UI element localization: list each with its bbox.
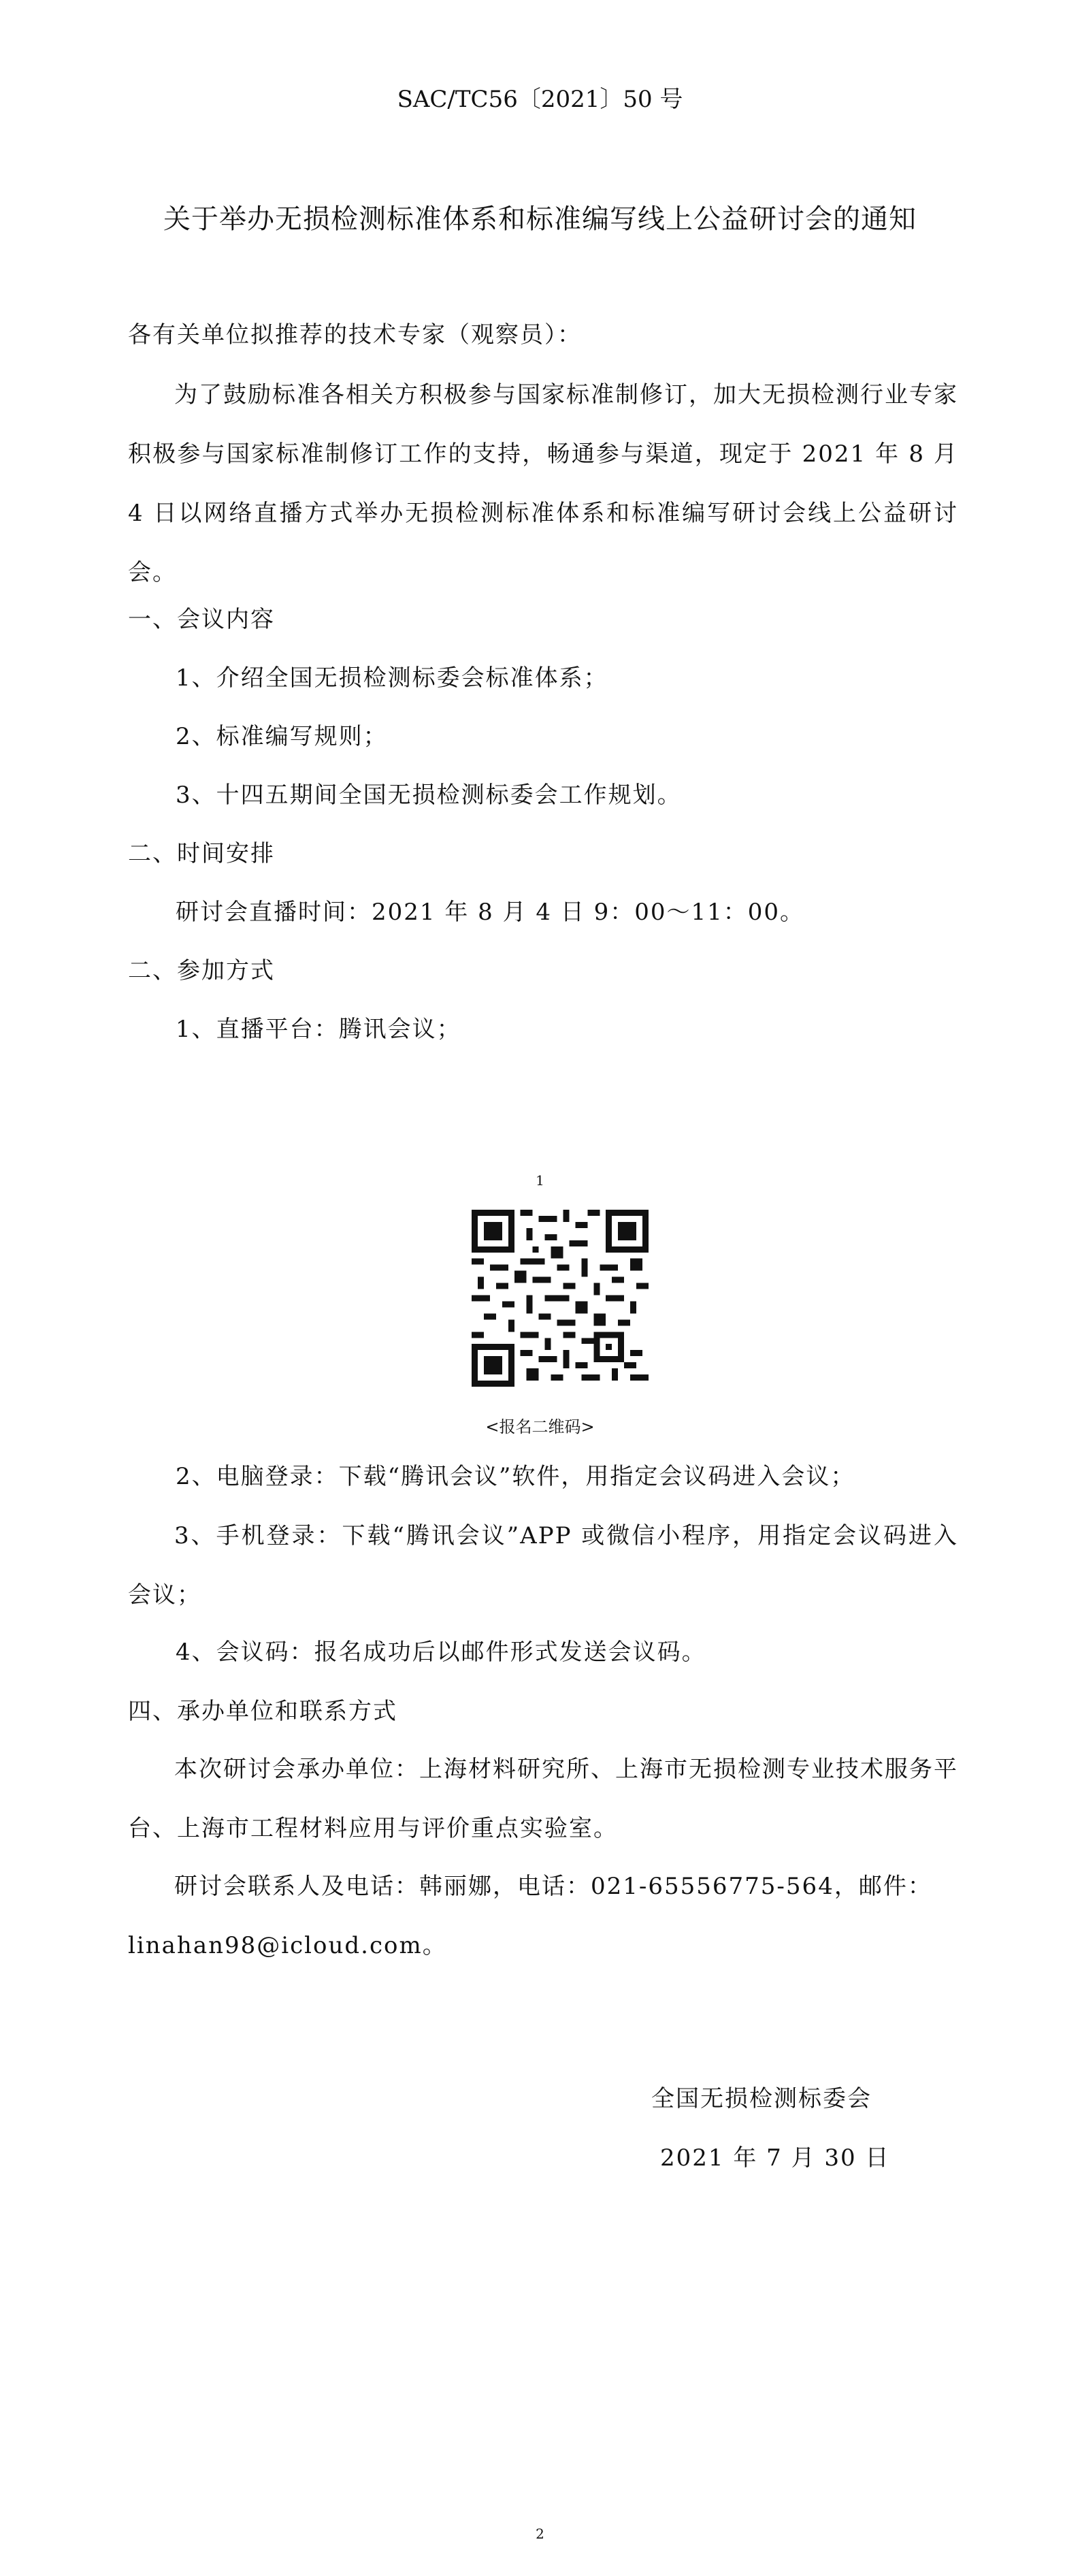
section-heading-organizers: 四、承办单位和联系方式 <box>128 1698 397 1725</box>
notice-title: 关于举办无损检测标准体系和标准编写线上公益研讨会的通知 <box>163 204 917 235</box>
participation-item-2: 2、电脑登录：下载“腾讯会议”软件，用指定会议码进入会议； <box>176 1463 855 1490</box>
qr-caption: <报名二维码> <box>485 1417 595 1436</box>
section-heading-content: 一、会议内容 <box>128 606 275 633</box>
section-heading-participation: 二、参加方式 <box>128 957 275 984</box>
participation-item-1: 1、直播平台：腾讯会议； <box>176 1016 461 1043</box>
document-number: SAC/TC56〔2021〕50 号 <box>397 86 683 113</box>
broadcast-time: 研讨会直播时间：2021 年 8 月 4 日 9：00～11：00。 <box>176 899 805 926</box>
intro-paragraph: 为了鼓励标准各相关方积极参与国家标准制修订，加大无损检测行业专家积极参与国家标准制修订工作的支持，畅通参与渠道，现定于 2021 年 8 月 4 日以网络直播方式举办无损检测标准体系和标准编写研讨会线上公益研讨会。 <box>128 381 958 586</box>
content-item-1: 1、介绍全国无损检测标委会标准体系； <box>176 664 608 692</box>
participation-item-4: 4、会议码：报名成功后以邮件形式发送会议码。 <box>176 1639 706 1666</box>
section-heading-time: 二、时间安排 <box>128 840 275 867</box>
page-number-2: 2 <box>536 2526 544 2542</box>
signature-date: 2021 年 7 月 30 日 <box>660 2144 890 2172</box>
content-item-3: 3、十四五期间全国无损检测标委会工作规划。 <box>176 782 682 809</box>
signature-org: 全国无损检测标委会 <box>651 2085 872 2112</box>
content-item-2: 2、标准编写规则； <box>176 723 388 750</box>
salutation: 各有关单位拟推荐的技术专家（观察员）： <box>128 321 582 349</box>
registration-qr-code <box>472 1210 649 1387</box>
contact-paragraph: 研讨会联系人及电话：韩丽娜，电话：021-65556775-564，邮件：linahan98@icloud.com。 <box>128 1873 932 1959</box>
page-number-1: 1 <box>536 1172 544 1189</box>
organizers-paragraph: 本次研讨会承办单位：上海材料研究所、上海市无损检测专业技术服务平台、上海市工程材料应用与评价重点实验室。 <box>128 1756 958 1842</box>
participation-item-3: 3、手机登录：下载“腾讯会议”APP 或微信小程序，用指定会议码进入会议； <box>128 1522 958 1609</box>
